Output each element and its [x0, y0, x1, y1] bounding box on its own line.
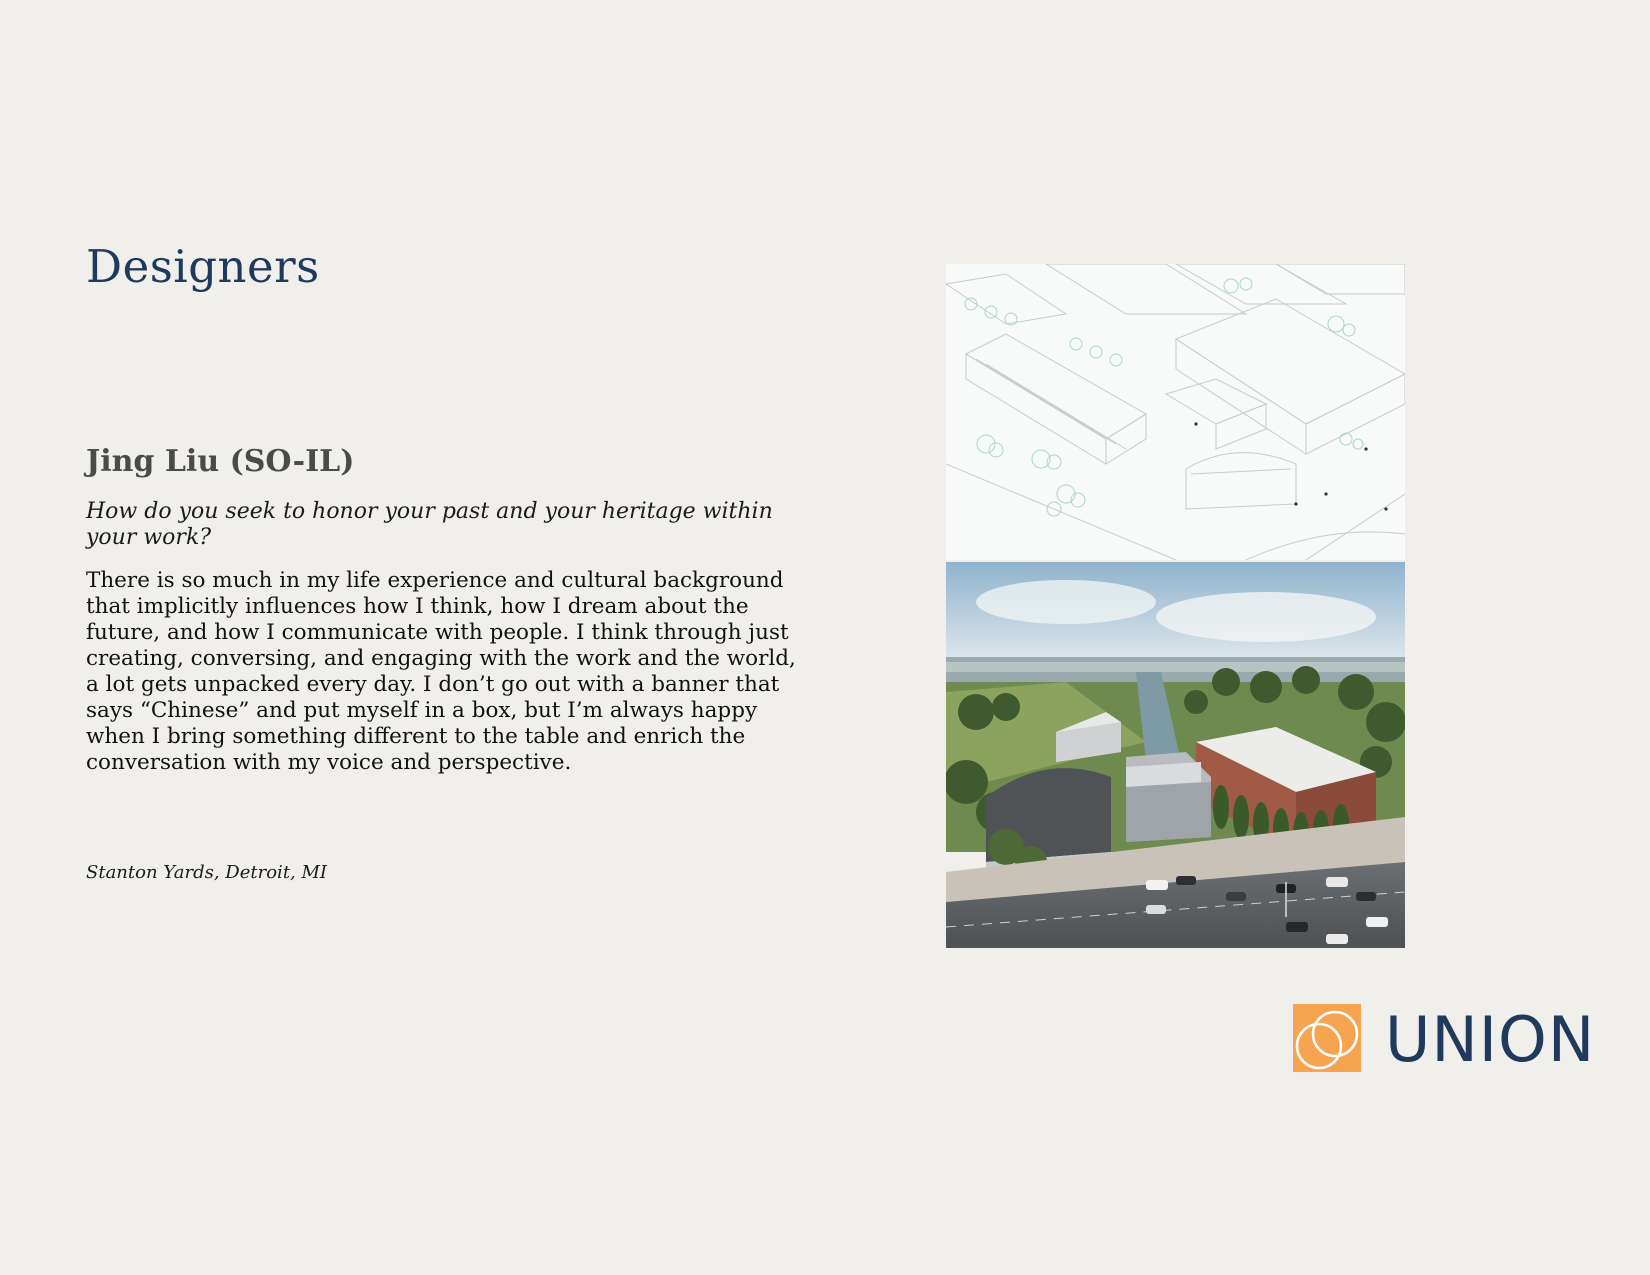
interview-question: How do you seek to honor your past and your heritage within your work?	[86, 499, 773, 550]
axonometric-drawing-svg	[946, 264, 1405, 560]
aerial-rendering-svg	[946, 562, 1405, 948]
union-wordmark: UNION	[1385, 1003, 1596, 1076]
axonometric-drawing-image	[946, 264, 1405, 560]
union-logo-mark-icon	[1293, 1004, 1361, 1072]
union-logo	[1293, 1003, 1596, 1076]
aerial-rendering-image	[946, 562, 1405, 948]
designer-name: Jing Liu (SO-IL)	[86, 444, 355, 479]
interview-answer: There is so much in my life experience and cultural background that implicitly influences how I think, how I dream about the future, and how I communicate with people. I think through just creating, conversing, and engaging with the work and the world, a lot gets unpacked every day. I don’t go out with a banner that says “Chinese” and put myself in a box, but I’m always happy when I bring something different to the table and enrich the conversation with my voice and perspective.	[86, 568, 796, 775]
project-caption: Stanton Yards, Detroit, MI	[86, 862, 328, 883]
section-title: Designers	[86, 240, 320, 293]
